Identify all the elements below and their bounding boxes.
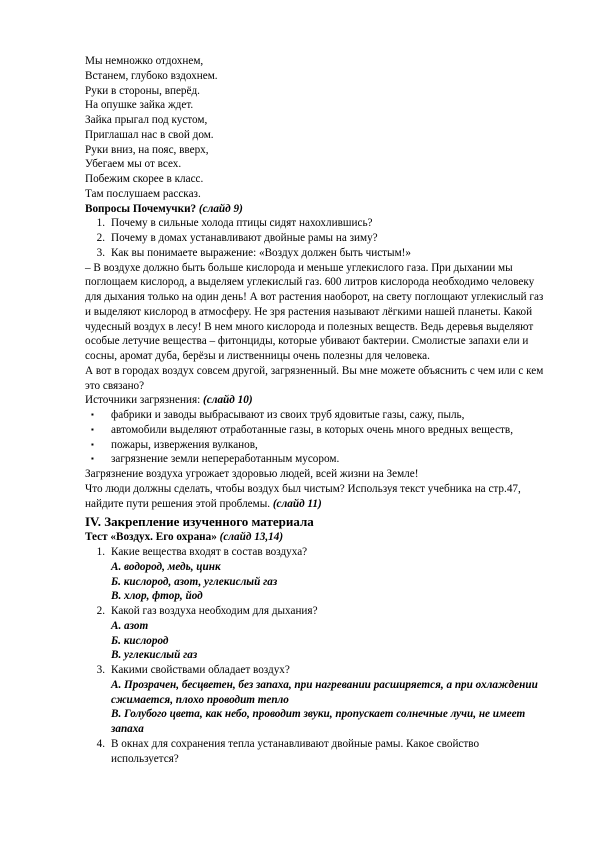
list-number: 3.: [96, 664, 105, 676]
questions-heading-slide: (слайд 9): [198, 202, 243, 215]
answer-option: А. азот: [111, 619, 149, 632]
source-text: фабрики и заводы выбрасывают из своих труб ядовитые газы, сажу, пыль,: [111, 409, 465, 421]
test-list: [85, 545, 545, 766]
questions-list: [85, 216, 545, 260]
question-text: Как вы понимаете выражение: «Воздух должен быть чистым!»: [111, 246, 411, 259]
list-number: 2.: [96, 605, 105, 617]
answer-option: Б. кислород, азот, углекислый газ: [111, 575, 278, 588]
test-heading-label: Тест «Воздух. Его охрана»: [85, 531, 217, 544]
section-heading: IV. Закрепление изученного материала: [85, 514, 314, 530]
poem-line: На опушке зайка ждет.: [85, 99, 194, 112]
answer-option: Б. кислород: [111, 634, 169, 647]
list-item: [85, 231, 545, 246]
test-heading: [85, 530, 545, 545]
poem: [85, 54, 545, 202]
question-text: Почему в домах устанавливают двойные рамы на зиму?: [111, 232, 378, 244]
answer-option: А. Прозрачен, бесцветен, без запаха, при нагревании расширяется, а при охлаждении сжимается, плохо проводит тепло: [111, 678, 538, 706]
list-item: [85, 438, 545, 453]
questions-heading: [85, 202, 545, 217]
question-text: Какие вещества входят в состав воздуха?: [111, 546, 308, 558]
question-text: Почему в сильные холода птицы сидят нахохлившись?: [111, 217, 373, 230]
source-text: загрязнение земли непереработанным мусором.: [111, 453, 340, 466]
document-page: [85, 54, 545, 766]
sources-heading: [85, 393, 545, 408]
list-item: [85, 408, 545, 423]
answer-option: В. углекислый газ: [111, 649, 198, 662]
source-text: пожары, извержения вулканов,: [111, 438, 258, 451]
question-text: Какими свойствами обладает воздух?: [111, 664, 290, 676]
paragraph: – В воздухе должно быть больше кислорода и меньше углекислого газа. При дыхании мы поглощаем кислород, а выделяем углекислый газ. 600 литров кислорода необходимо человеку для дыхания только на один день! А вот растения наоборот, на свету поглощают углекислый газ и выделяют кислород в атмосферу. Не зря растения называют лёгкими нашей планеты. Какой чудесный воздух в лесу! В нем много кислорода и полезных веществ. Ведь деревья выделяют особые летучие вещества – фитонциды, которые убивают бактерии. Смолистые запахи ели и сосны, аромат дуба, берёзы и лиственницы очень полезны для человека.: [85, 261, 544, 362]
paragraph-slide: (слайд 11): [272, 497, 322, 510]
bullet-icon: ▪: [91, 454, 94, 464]
list-item: [85, 216, 545, 231]
poem-line: Побежим скорее в класс.: [85, 173, 204, 185]
list-item: [85, 452, 545, 467]
list-number: 4.: [96, 737, 105, 750]
list-item: [85, 246, 545, 261]
sources-heading-label: Источники загрязнения:: [85, 394, 201, 407]
poem-line: Приглашал нас в свой дом.: [85, 128, 214, 141]
question-text: Какой газ воздуха необходим для дыхания?: [111, 605, 318, 617]
test-heading-slide: (слайд 13,14): [219, 531, 284, 544]
list-number: 2.: [96, 232, 105, 244]
test-question: [85, 545, 545, 560]
answer-option: В. хлор, фтор, йод: [111, 590, 203, 603]
paragraph: [85, 482, 545, 512]
poem-line: Руки в стороны, вперёд.: [85, 84, 200, 97]
bullet-icon: ▪: [91, 424, 94, 434]
test-question: [85, 604, 545, 619]
poem-line: Мы немножко отдохнем,: [85, 55, 204, 67]
questions-heading-label: Вопросы Почемучки?: [85, 202, 197, 215]
bullet-icon: ▪: [91, 410, 94, 419]
list-item: [85, 423, 545, 438]
list-number: 1.: [96, 217, 105, 230]
answer-option: А. водород, медь, цинк: [111, 560, 221, 573]
list-number: 3.: [96, 246, 105, 259]
question-text: В окнах для сохранения тепла устанавливают двойные рамы. Какое свойство используется?: [111, 737, 480, 765]
paragraph: А вот в городах воздух совсем другой, загрязненный. Вы мне можете объяснить с чем или с кем это связано?: [85, 364, 544, 392]
bullet-icon: ▪: [91, 439, 94, 449]
poem-line: Убегаем мы от всех.: [85, 158, 182, 171]
paragraph-text: Что люди должны сделать, чтобы воздух был чистым? Используя текст учебника на стр.47, найдите пути решения этой проблемы.: [85, 482, 521, 510]
test-question: [85, 663, 545, 678]
sources-list: [85, 408, 545, 467]
sources-heading-slide: (слайд 10): [203, 394, 253, 407]
poem-line: Встанем, глубоко вздохнем.: [85, 69, 218, 82]
answer-option: В. Голубого цвета, как небо, проводит звуки, пропускает солнечные лучи, не имеет запаха: [111, 708, 526, 735]
poem-line: Руки вниз, на пояс, вверх,: [85, 143, 209, 156]
list-number: 1.: [96, 546, 105, 558]
poem-line: Там послушаем рассказ.: [85, 187, 201, 200]
poem-line: Зайка прыгал под кустом,: [85, 114, 208, 126]
paragraph: Загрязнение воздуха угрожает здоровью людей, всей жизни на Земле!: [85, 468, 419, 480]
test-question: [85, 737, 545, 767]
source-text: автомобили выделяют отработанные газы, в которых очень много вредных веществ,: [111, 423, 514, 436]
